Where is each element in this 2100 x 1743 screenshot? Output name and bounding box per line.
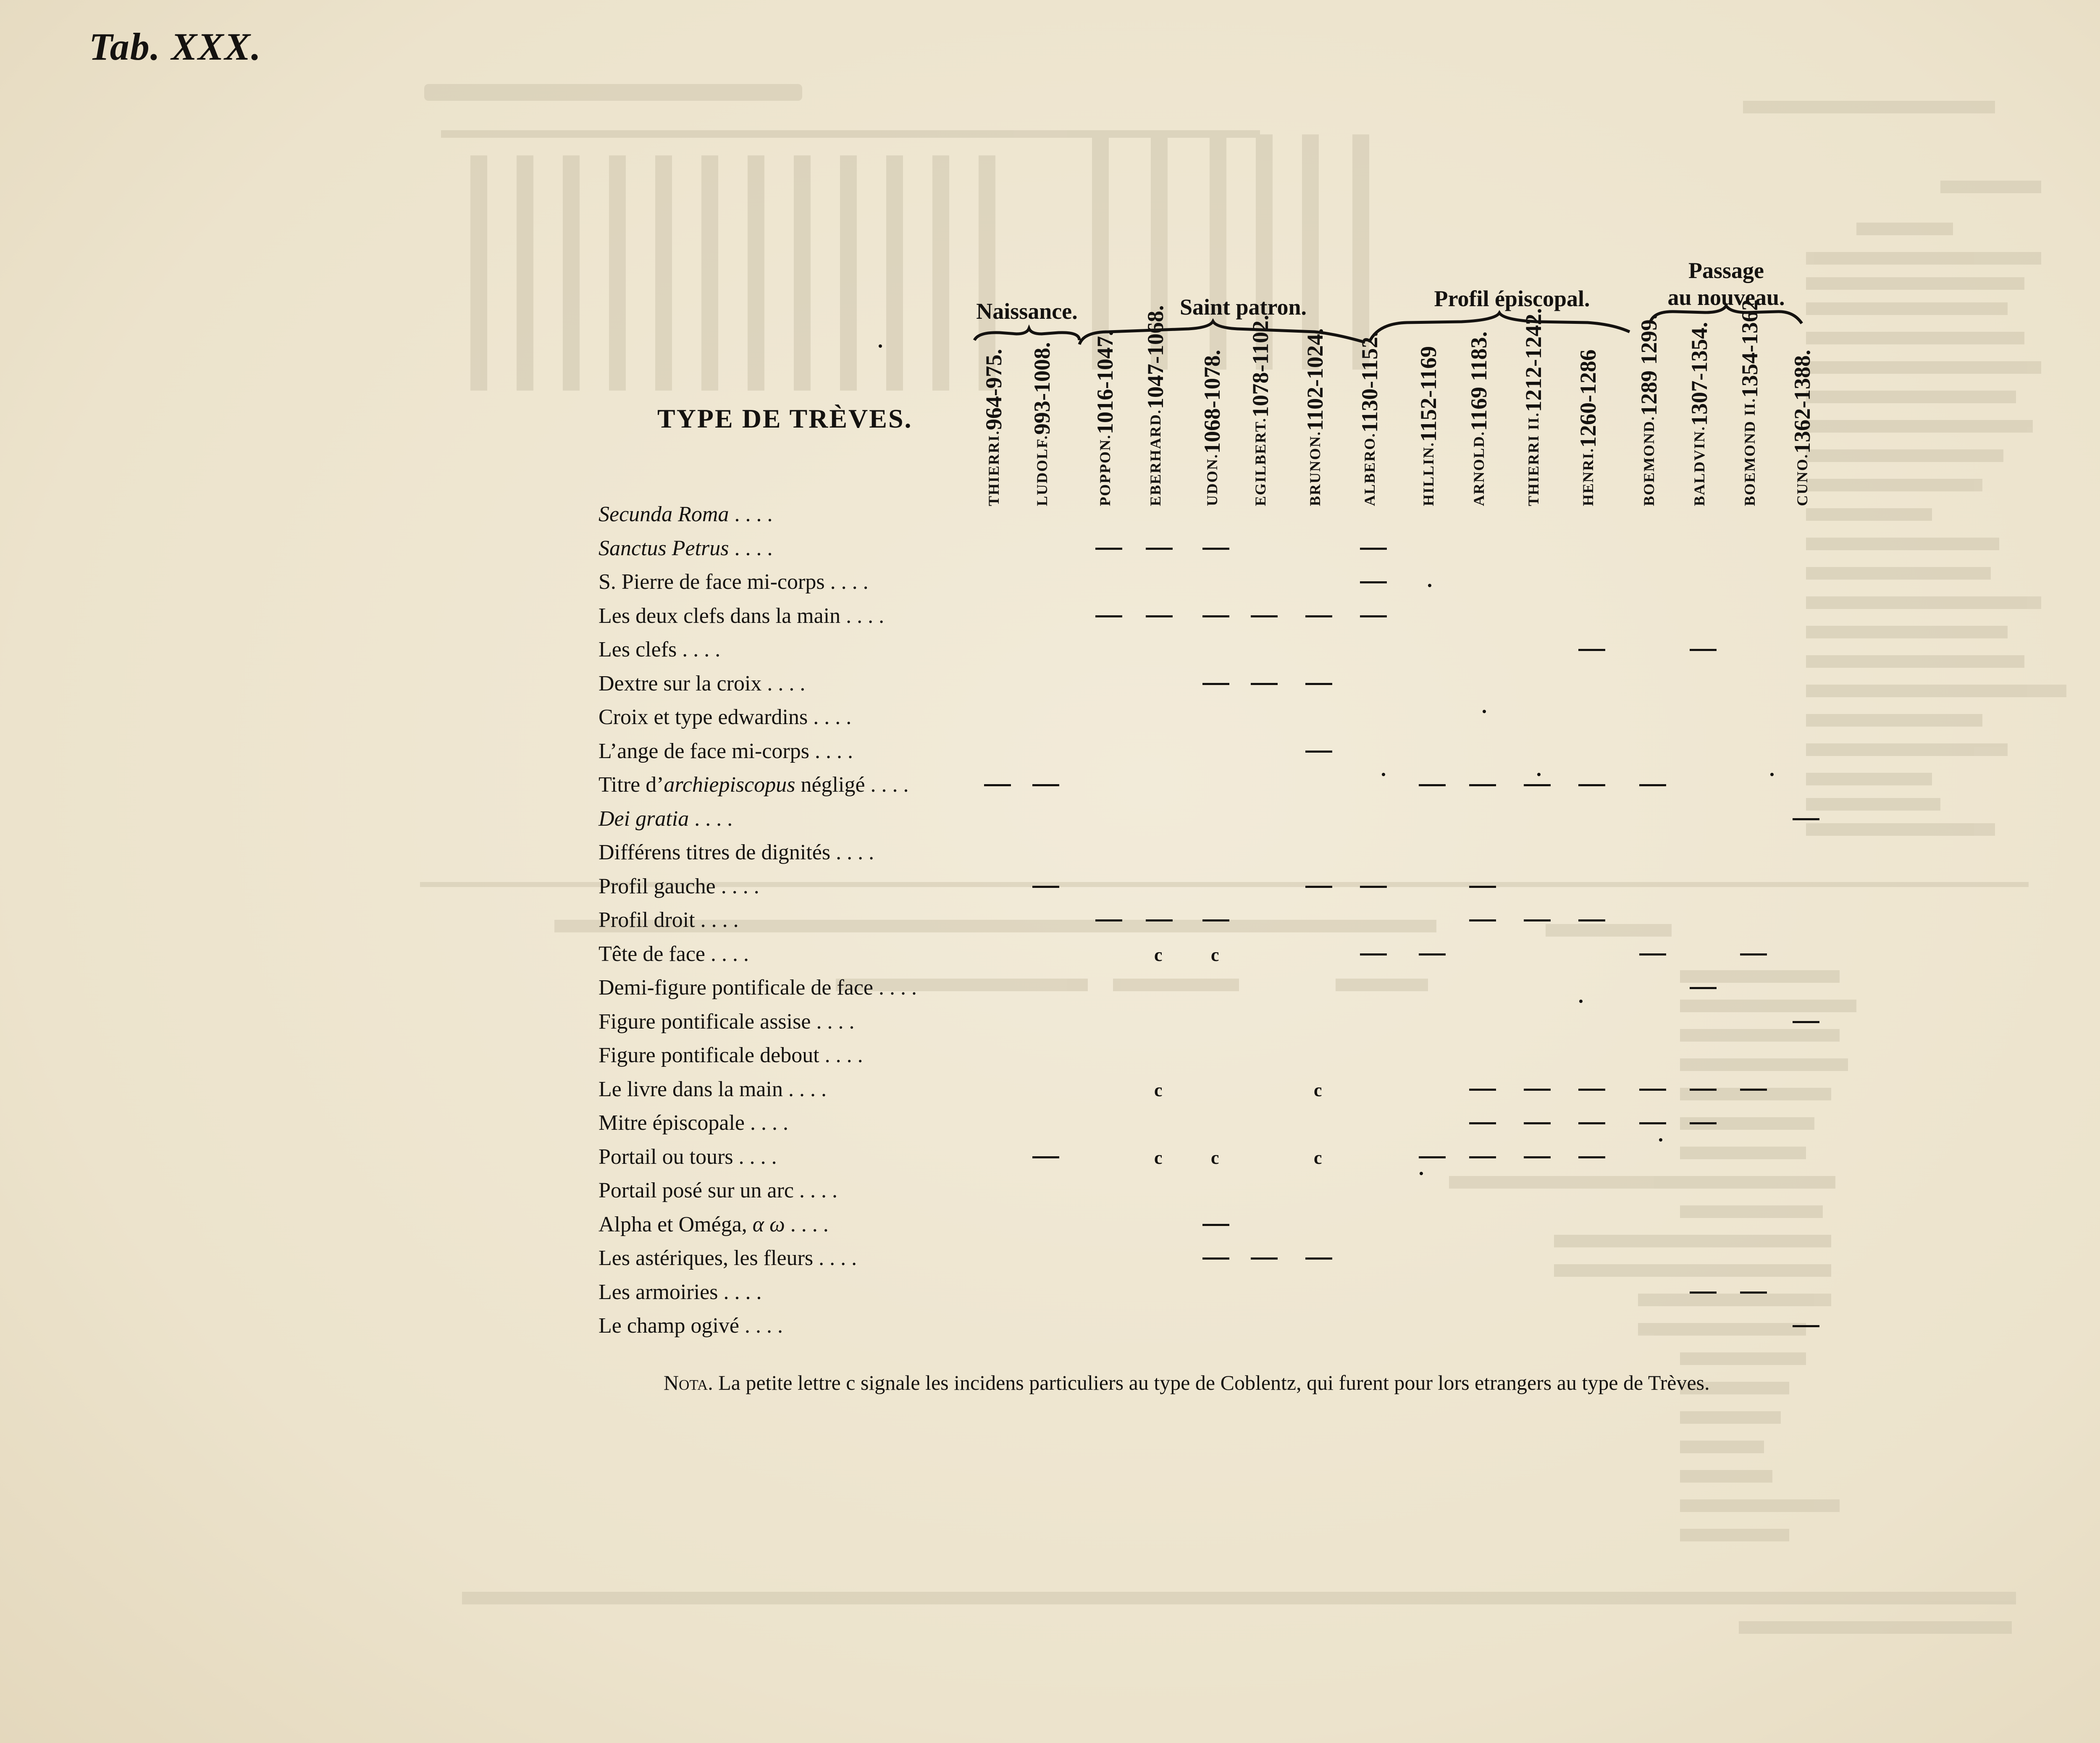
column-dates: 1152-1169 [1416, 346, 1441, 442]
column-name: BOEMOND. [1641, 415, 1657, 506]
dash-mark [1419, 1156, 1446, 1158]
leader-dots: . . . . [813, 1246, 857, 1270]
leader-dots: . . . . [785, 1212, 829, 1236]
dash-mark [1360, 886, 1387, 888]
dash-mark [1305, 1257, 1332, 1260]
dash-mark [1095, 919, 1122, 921]
row-label-text: Les armoiries [598, 1280, 718, 1304]
leader-dots: . . . . [677, 638, 721, 662]
ink-dot [1483, 710, 1486, 713]
row-label-text: négligé [795, 773, 865, 797]
column-header [1199, 351, 1225, 506]
column-header [1029, 342, 1055, 506]
dash-mark [1469, 886, 1496, 888]
column-header [1466, 331, 1492, 506]
leader-dots: . . . . [744, 1111, 788, 1135]
leader-dots: . . . . [824, 570, 869, 594]
column-dates: 1260-1286 [1575, 349, 1601, 448]
column-dates: 1307-1354. [1687, 322, 1712, 426]
row-label [598, 940, 749, 969]
column-header [1636, 313, 1662, 506]
column-dates: 1016-1047. [1092, 330, 1118, 435]
column-header [1415, 346, 1441, 506]
column-dates: 1354-1362 [1737, 299, 1762, 398]
dash-mark [1032, 1156, 1059, 1158]
row-label [598, 601, 884, 631]
column-name: BALDVIN. [1691, 425, 1708, 506]
row-label [598, 534, 773, 563]
dash-mark [1469, 1089, 1496, 1091]
dash-mark [1305, 886, 1332, 888]
column-header [981, 351, 1007, 506]
column-header [1575, 351, 1601, 506]
row-label-text: Le champ ogivé [598, 1314, 739, 1338]
row-label [598, 635, 720, 664]
column-name: THIERRI II. [1525, 412, 1542, 506]
row-label-text: Différens titres de dignités [598, 840, 831, 864]
dash-mark [1639, 1122, 1666, 1124]
column-header [1142, 305, 1168, 506]
dash-mark [1251, 683, 1278, 685]
column-name: UDON. [1204, 454, 1221, 506]
row-label [598, 1007, 854, 1037]
leader-dots: . . . . [733, 1144, 777, 1169]
row-label-text: Les clefs [598, 638, 677, 662]
dash-mark [1469, 784, 1496, 786]
c-mark: c [1211, 944, 1219, 965]
row-label [598, 737, 853, 766]
row-label [598, 1278, 761, 1307]
dash-mark [1793, 1021, 1819, 1023]
row-label-text: Sanctus Petrus [598, 536, 729, 560]
column-header [1247, 315, 1273, 506]
dash-mark [1146, 919, 1173, 921]
row-label [598, 973, 917, 1003]
dash-mark [1690, 987, 1717, 989]
dash-mark [1690, 1292, 1717, 1294]
ink-dot [879, 344, 882, 348]
column-dates: 1212-1242. [1521, 308, 1546, 412]
column-header [1686, 322, 1712, 506]
row-label-text: Demi-figure pontificale de face [598, 976, 873, 1000]
row-label [598, 1142, 777, 1172]
ink-dot [1428, 584, 1431, 587]
row-label-text: Tête de face [598, 942, 706, 966]
row-label-text: Portail ou tours [598, 1144, 733, 1169]
row-label [598, 1041, 863, 1070]
leader-dots: . . . . [819, 1043, 863, 1067]
column-dates: 1130-1152. [1357, 331, 1382, 433]
dash-mark [1578, 1156, 1605, 1158]
leader-dots: . . . . [695, 908, 739, 932]
row-label [598, 838, 874, 867]
dash-mark [1032, 886, 1059, 888]
column-dates: 964-975. [981, 349, 1006, 430]
column-name: EGILBERT. [1252, 417, 1269, 506]
dash-mark [1419, 953, 1446, 956]
c-mark: c [1154, 1079, 1163, 1100]
dash-mark [1578, 1122, 1605, 1124]
row-label [598, 770, 909, 800]
nota-text: . La petite lettre c signale les incidens particuliers au type de Coblentz, qui furent pour lors etrangers au type de Trèves. [708, 1371, 1710, 1394]
leader-dots: . . . . [830, 840, 874, 864]
row-label-text: Figure pontificale debout [598, 1043, 819, 1067]
column-name: EBERHARD. [1147, 409, 1164, 506]
leader-dots: . . . . [761, 671, 806, 696]
dash-mark [1305, 615, 1332, 617]
dash-mark [1690, 1089, 1717, 1091]
row-label [598, 703, 851, 732]
dash-mark [1251, 615, 1278, 617]
row-label-text: L’ange de face mi-corps [598, 739, 809, 763]
leader-dots: . . . . [729, 536, 773, 560]
column-name: CUNO. [1794, 454, 1811, 506]
group-naissance: Naissance. [976, 299, 1078, 324]
dash-mark [984, 784, 1011, 786]
leader-dots: . . . . [873, 976, 917, 1000]
row-label [598, 804, 732, 834]
nota-head: Nota [664, 1371, 708, 1394]
dash-mark [1202, 548, 1229, 550]
dash-mark [1146, 615, 1173, 617]
row-label-text: Secunda Roma [598, 502, 729, 526]
leader-dots: . . . . [794, 1179, 838, 1202]
dash-mark [1202, 683, 1229, 685]
group-saint-patron: Saint patron. [1179, 294, 1307, 320]
leader-dots: . . . . [715, 874, 759, 898]
dash-mark [1419, 784, 1446, 786]
dash-mark [1360, 581, 1387, 583]
column-dates: 1047-1068. [1143, 305, 1168, 409]
column-name: BOEMOND II. [1741, 397, 1758, 506]
column-name: HENRI. [1580, 447, 1596, 506]
dash-mark [1095, 615, 1122, 617]
dash-mark [1524, 1089, 1551, 1091]
row-label-text: Les astériques, les fleurs [598, 1246, 814, 1270]
dash-mark [1305, 751, 1332, 753]
dash-mark [1740, 953, 1767, 956]
ink-dot [1770, 773, 1774, 776]
column-header [1357, 331, 1383, 506]
row-label [598, 567, 869, 597]
row-label-text: Profil gauche [598, 874, 716, 898]
nota-note [664, 1369, 1831, 1396]
dash-mark [1639, 1089, 1666, 1091]
column-dates: 1078-1102. [1248, 315, 1273, 417]
dash-mark [1740, 1089, 1767, 1091]
row-label [598, 1075, 827, 1104]
row-label [598, 1108, 788, 1138]
column-dates: 993-1008. [1029, 342, 1055, 435]
dash-mark [1202, 615, 1229, 617]
column-header [1789, 351, 1815, 506]
dash-mark [1202, 919, 1229, 921]
dash-mark [1524, 919, 1551, 921]
column-name: ARNOLD. [1470, 430, 1487, 506]
column-name: LUDOLF. [1034, 435, 1050, 506]
leader-dots: . . . . [865, 773, 909, 797]
column-name: THIERRI. [985, 430, 1002, 506]
row-label [598, 669, 805, 698]
row-label [598, 906, 739, 935]
column-name: ALBERO. [1361, 432, 1378, 506]
column-dates: 1169 1183. [1466, 331, 1491, 431]
ink-dot [1537, 773, 1541, 776]
column-dates: 1362-1388. [1790, 349, 1815, 454]
column-dates: 1289 1299. [1636, 313, 1662, 416]
column-name: HILLIN. [1420, 441, 1437, 506]
row-label-text: Dextre sur la croix [598, 671, 762, 696]
row-label-italic: archiepiscopus [664, 773, 795, 797]
row-label-text: S. Pierre de face mi-corps [598, 570, 825, 594]
row-label-text: Alpha et Oméga, [598, 1212, 753, 1236]
column-dates: 1068-1078. [1200, 349, 1225, 454]
dash-mark [1578, 1089, 1605, 1091]
leader-dots: . . . . [689, 806, 733, 831]
row-label-italic: α ω [752, 1212, 785, 1236]
column-header [1302, 328, 1328, 506]
column-header [1092, 330, 1118, 506]
leader-dots: . . . . [705, 942, 749, 966]
group-profil-episcopal: Profil épiscopal. [1434, 286, 1590, 311]
dash-mark [1360, 548, 1387, 550]
row-label-text: Profil droit [598, 908, 695, 932]
dash-mark [1793, 1325, 1819, 1327]
row-label-text: Croix et type edwardins [598, 705, 808, 729]
dash-mark [1690, 649, 1717, 651]
leader-dots: . . . . [782, 1077, 827, 1101]
dash-mark [1095, 548, 1122, 550]
dash-mark [1146, 548, 1173, 550]
leader-dots: . . . . [739, 1314, 783, 1338]
dash-mark [1740, 1292, 1767, 1294]
column-header [1520, 308, 1546, 506]
row-label-text: Les deux clefs dans la main [598, 604, 841, 628]
row-label-text: Figure pontificale assise [598, 1009, 811, 1034]
ink-dot [1579, 1000, 1583, 1003]
dash-mark [1639, 784, 1666, 786]
ink-dot [1659, 1138, 1662, 1142]
dash-mark [1793, 818, 1819, 820]
dash-mark [1578, 649, 1605, 651]
c-mark: c [1211, 1147, 1219, 1168]
row-label-text: Le livre dans la main [598, 1077, 783, 1101]
dash-mark [1469, 1156, 1496, 1158]
row-label [598, 1311, 783, 1341]
dash-mark [1524, 784, 1551, 786]
row-label [598, 1176, 837, 1205]
dash-mark [1202, 1257, 1229, 1260]
column-header [1737, 299, 1763, 506]
row-label [598, 872, 759, 901]
row-label-text: Portail posé sur un arc [598, 1179, 794, 1202]
leader-dots: . . . . [811, 1009, 855, 1034]
row-label-text: Mitre épiscopale [598, 1111, 745, 1135]
dash-mark [1578, 784, 1605, 786]
row-label-text: Titre d’ [598, 773, 664, 797]
c-mark: c [1154, 1147, 1163, 1168]
dash-mark [1032, 784, 1059, 786]
ink-dot [1382, 773, 1385, 776]
leader-dots: . . . . [840, 604, 885, 628]
dash-mark [1639, 953, 1666, 956]
column-name: BRUNON. [1307, 430, 1323, 506]
dash-mark [1251, 1257, 1278, 1260]
dash-mark [1690, 1122, 1717, 1124]
dash-mark [1524, 1122, 1551, 1124]
leader-dots: . . . . [809, 739, 853, 763]
table-title: TYPE DE TRÈVES. [657, 404, 913, 433]
leader-dots: . . . . [718, 1280, 762, 1304]
c-mark: c [1314, 1079, 1322, 1100]
leader-dots: . . . . [729, 502, 773, 526]
dash-mark [1524, 1156, 1551, 1158]
column-dates: 1102-1024. [1302, 328, 1328, 431]
plate-label: Tab. XXX. [89, 25, 262, 68]
ink-dot [1420, 1172, 1423, 1175]
c-mark: c [1314, 1147, 1322, 1168]
dash-mark [1469, 919, 1496, 921]
row-label [598, 500, 772, 529]
row-label [598, 1244, 857, 1273]
group-passage: Passage au nouveau. [1667, 258, 1785, 310]
dash-mark [1202, 1224, 1229, 1226]
dash-mark [1305, 683, 1332, 685]
dash-mark [1578, 919, 1605, 921]
c-mark: c [1154, 944, 1163, 965]
row-label-text: Dei gratia [598, 806, 689, 831]
dash-mark [1469, 1122, 1496, 1124]
column-name: POPPON. [1097, 434, 1113, 506]
dash-mark [1360, 953, 1387, 956]
leader-dots: . . . . [808, 705, 852, 729]
row-label [598, 1210, 829, 1239]
dash-mark [1360, 615, 1387, 617]
